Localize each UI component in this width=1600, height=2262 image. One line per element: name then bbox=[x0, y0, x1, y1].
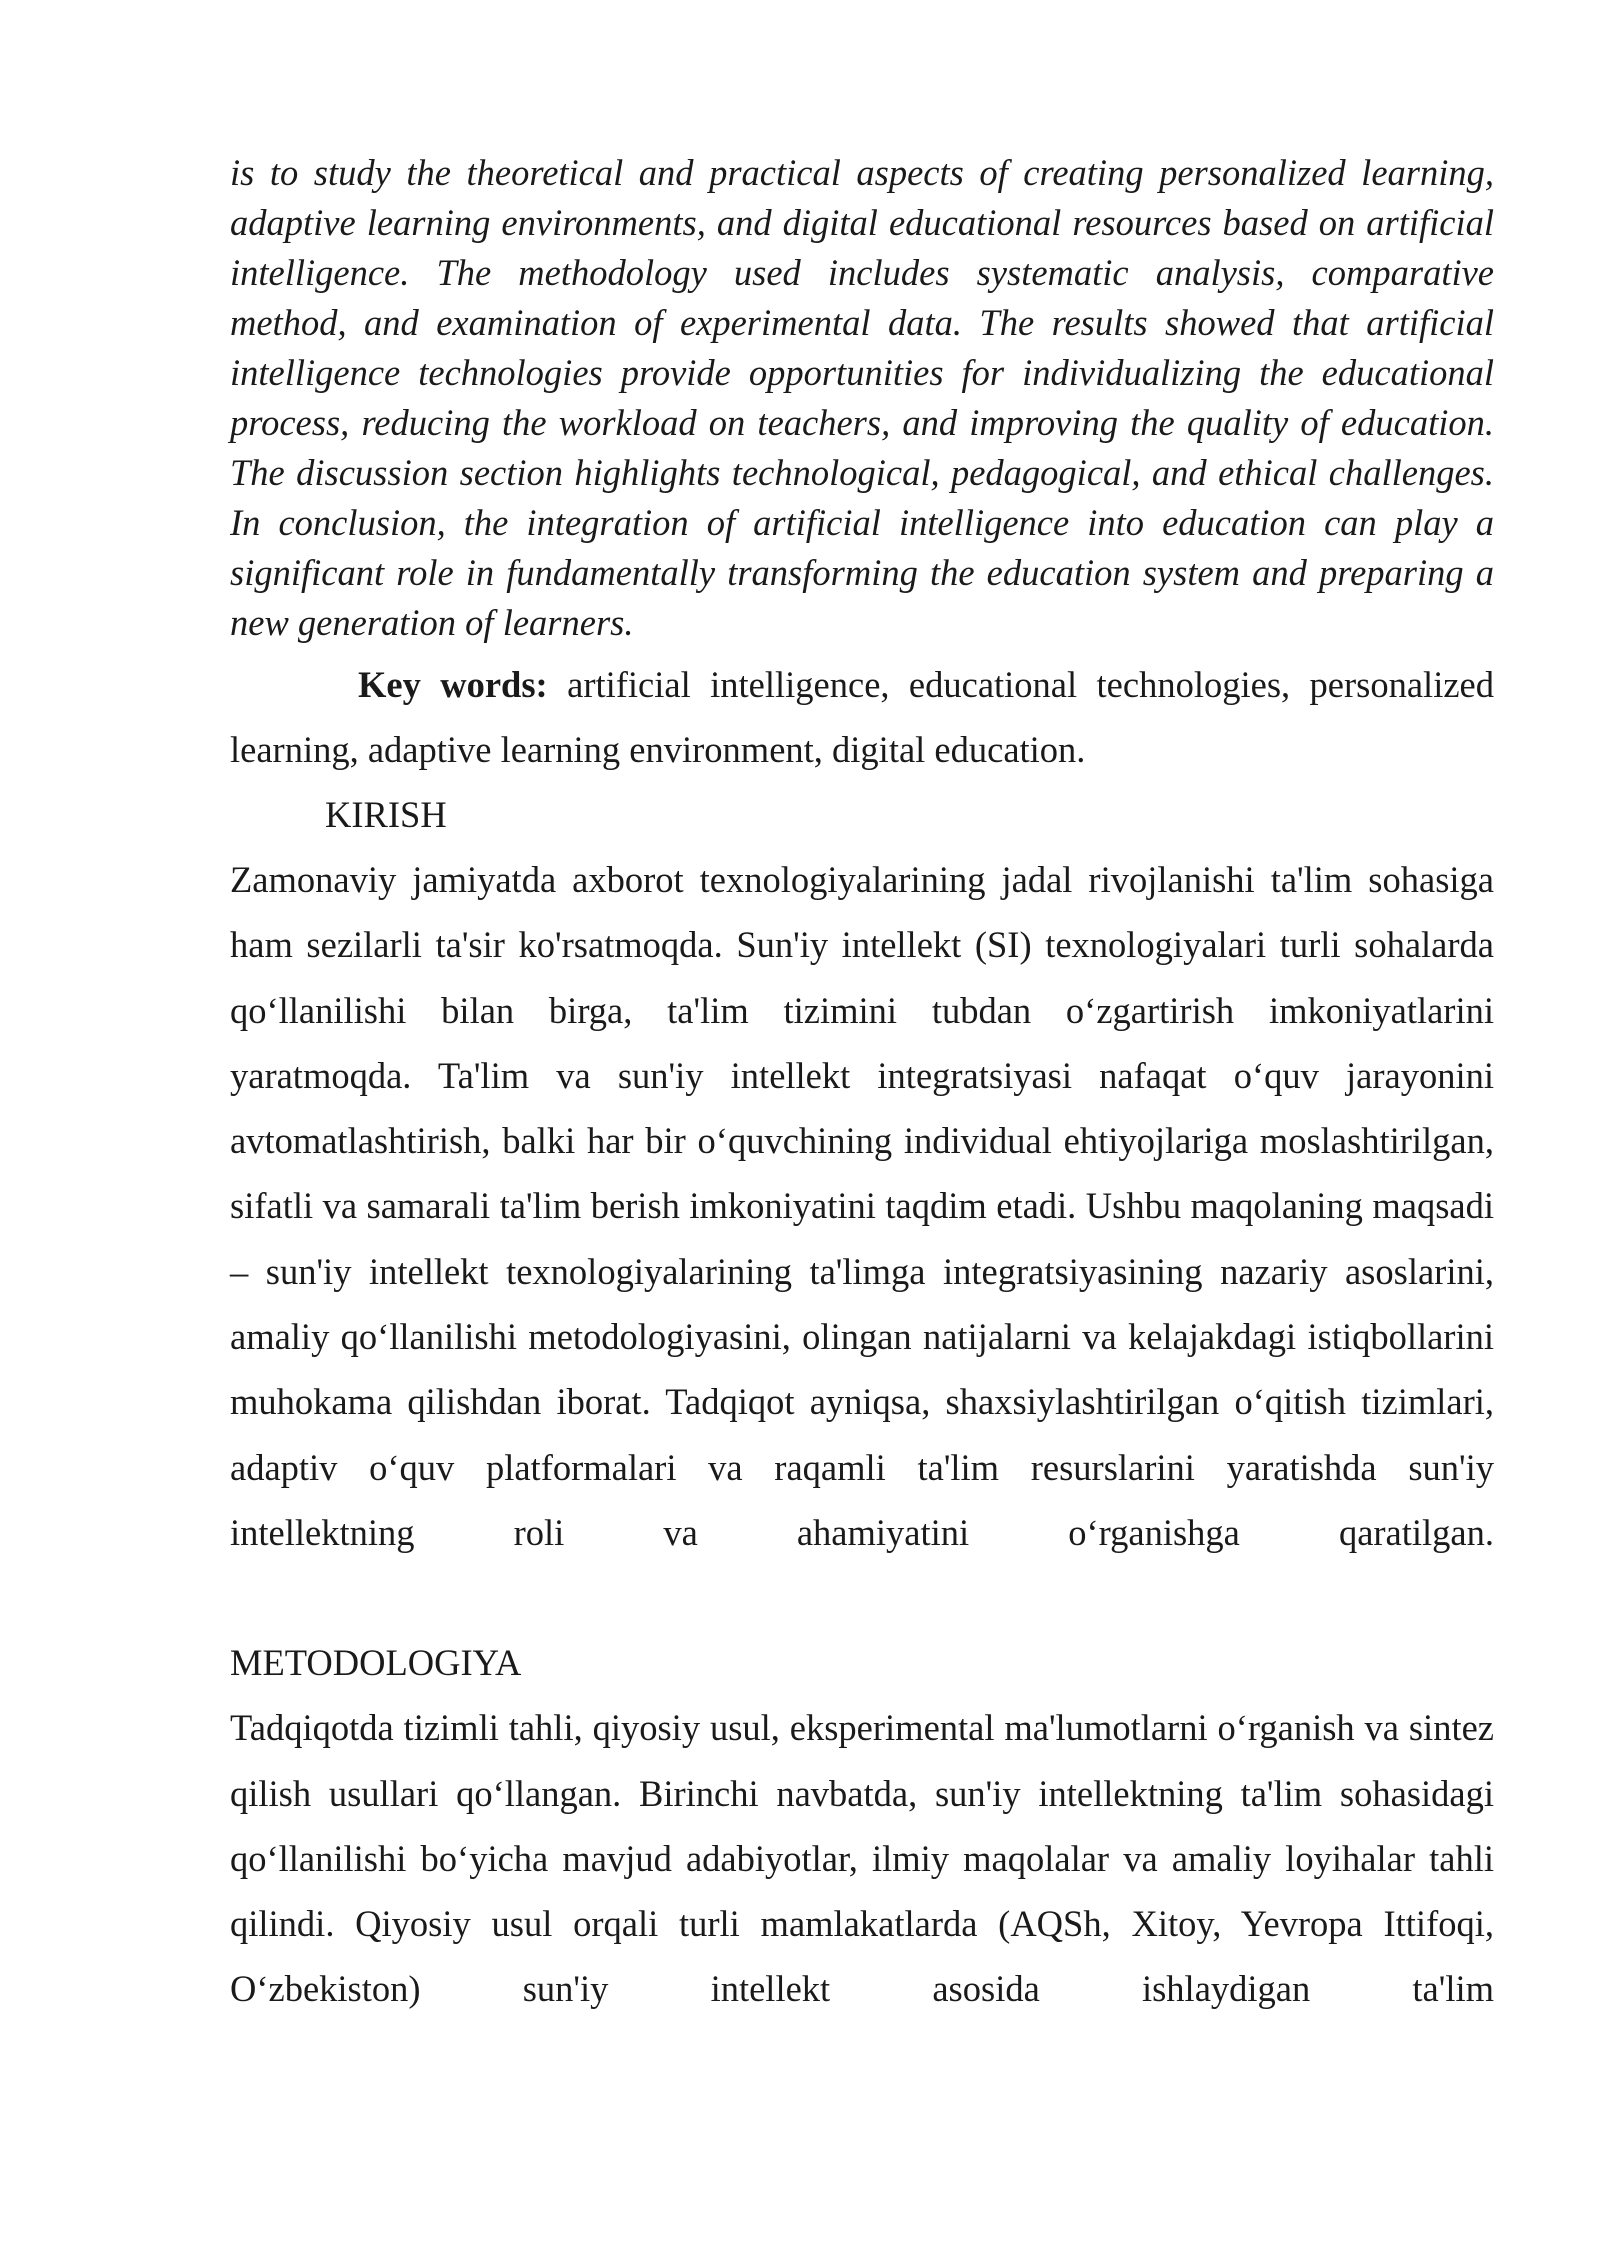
document-body bbox=[230, 148, 1494, 2022]
intro-paragraph: Zamonaviy jamiyatda axborot texnologiyalarining jadal rivojlanishi ta'lim sohasiga ham sezilarli ta'sir ko'rsatmoqda. Sun'iy intellekt (SI) texnologiyalari turli sohalarda qo‘llanilishi bilan birga, ta'lim tizimini tubdan o‘zgartirish imkoniyatlarini yaratmoqda. Ta'lim va sun'iy intellekt integratsiyasi nafaqat o‘quv jarayonini avtomatlashtirish, balki har bir o‘quvchining individual ehtiyojlariga moslashtirilgan, sifatli va samarali ta'lim berish imkoniyatini taqdim etadi. Ushbu maqolaning maqsadi – sun'iy intellekt texnologiyalarining ta'limga integratsiyasining nazariy asoslarini, amaliy qo‘llanilishi metodologiyasini, olingan natijalarni va kelajakdagi istiqbollarini muhokama qilishdan iborat. Tadqiqot ayniqsa, shaxsiylashtirilgan o‘qitish tizimlari, adaptiv o‘quv platformalari va raqamli ta'lim resurslarini yaratishda sun'iy intellektning roli va ahamiyatini o‘rganishga qaratilgan. bbox=[230, 859, 1494, 1553]
methodology-paragraph: Tadqiqotda tizimli tahli, qiyosiy usul, eksperimental ma'lumotlarni o‘rganish va sintez qilish usullari qo‘llangan. Birinchi navbatda, sun'iy intellektning ta'lim sohasidagi qo‘llanilishi bo‘yicha mavjud adabiyotlar, ilmiy maqolalar va amaliy loyihalar tahli qilindi. Qiyosiy usul orqali turli mamlakatlarda (AQSh, Xitoy, Yevropa Ittifoqi, O‘zbekiston) sun'iy intellekt asosida ishlaydigan ta'lim bbox=[230, 1707, 1494, 2010]
keywords-text: artificial intelligence, educational technologies, personalized learning, adaptive learning environment, digital education. bbox=[230, 664, 1494, 770]
abstract-paragraph: is to study the theoretical and practical aspects of creating personalized learning, adaptive learning environments, and digital educational resources based on artificial intelligence. The methodology used includes systematic analysis, comparative method, and examination of experimental data. The results showed that artificial intelligence technologies provide opportunities for individualizing the educational process, reducing the workload on teachers, and improving the quality of education. The discussion section highlights technological, pedagogical, and ethical challenges. In conclusion, the integration of artificial intelligence into education can play a significant role in fundamentally transforming the education system and preparing a new generation of learners. bbox=[230, 152, 1494, 643]
keywords-label: Key words: bbox=[358, 664, 548, 705]
section-spacer bbox=[230, 1565, 1494, 1630]
methodology-heading: METODOLOGIYA bbox=[230, 1642, 522, 1684]
intro-heading: KIRISH bbox=[325, 794, 447, 835]
keywords-paragraph bbox=[230, 652, 1494, 782]
